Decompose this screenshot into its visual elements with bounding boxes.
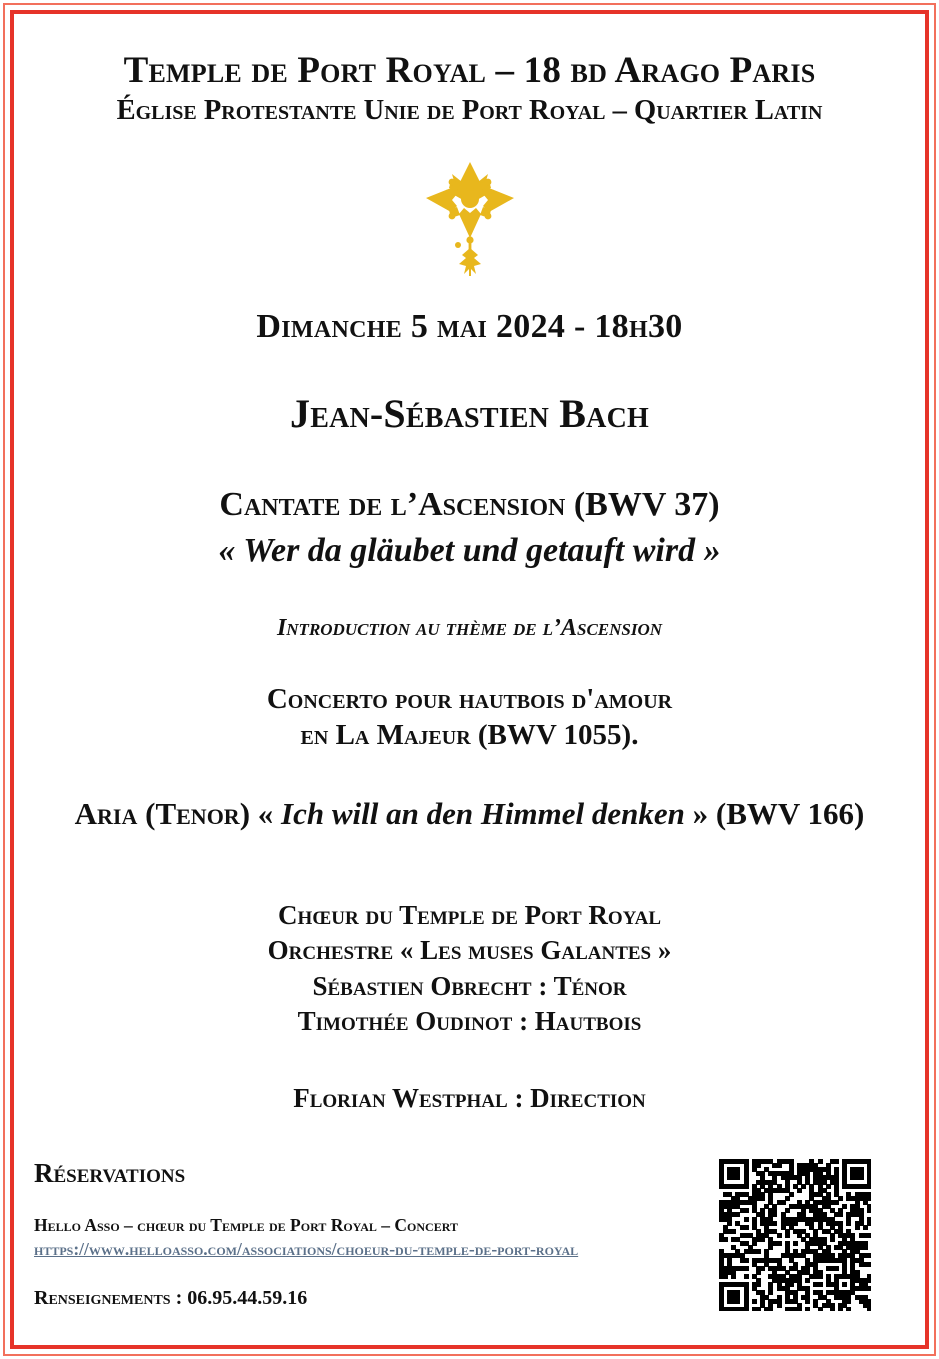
- qr-code-icon[interactable]: [719, 1159, 871, 1311]
- aria-line: [18, 796, 921, 832]
- aria-title: Ich will an den Himmel denken: [281, 796, 685, 832]
- composer-name: Jean-Sébastien Bach: [290, 391, 649, 437]
- venue-subtitle: Église Protestante Unie de Port Royal – Quartier Latin: [116, 95, 823, 127]
- performer-choir: Chœur du Temple de Port Royal: [277, 900, 662, 931]
- performer-orchestra: Orchestre « Les muses Galantes »: [267, 935, 672, 966]
- reservation-url-link[interactable]: https://www.helloasso.com/associations/choeur-du-temple-de-port-royal: [34, 1238, 579, 1259]
- venue-title: Temple de Port Royal – 18 bd Arago Paris: [123, 50, 816, 91]
- reservations-heading: Réservations: [34, 1158, 186, 1188]
- poster-content: [18, 18, 921, 1341]
- performer-conductor: Florian Westphal : Direction: [293, 1082, 646, 1113]
- introduction-line: Introduction au thème de l’Ascension: [276, 615, 663, 642]
- concerto-line-2: en La Majeur (BWV 1055).: [300, 719, 639, 752]
- concerto-block: [18, 682, 921, 754]
- helloasso-line: Hello Asso – chœur du Temple de Port Royal – Concert: [34, 1214, 458, 1235]
- work-subtitle: « Wer da gläubet und getauft wird »: [218, 532, 721, 570]
- performer-tenor: Sébastien Obrecht : Ténor: [312, 970, 627, 1001]
- event-date: Dimanche 5 mai 2024 - 18h30: [256, 308, 683, 346]
- phone-line: Renseignements : 06.95.44.59.16: [34, 1286, 308, 1309]
- aria-suffix: » (BWV 166): [684, 796, 865, 832]
- performer-oboe: Timothée Oudinot : Hautbois: [297, 1005, 642, 1036]
- performers-block: [18, 898, 921, 1038]
- reservations-block: [26, 1159, 578, 1310]
- huguenot-cross-icon: [18, 152, 921, 276]
- footer: [26, 1159, 913, 1311]
- concerto-line-1: Concerto pour hautbois d'amour: [266, 683, 673, 716]
- work-title: Cantate de l’Ascension (BWV 37): [219, 486, 720, 524]
- aria-prefix: Aria (Tenor) «: [74, 796, 282, 832]
